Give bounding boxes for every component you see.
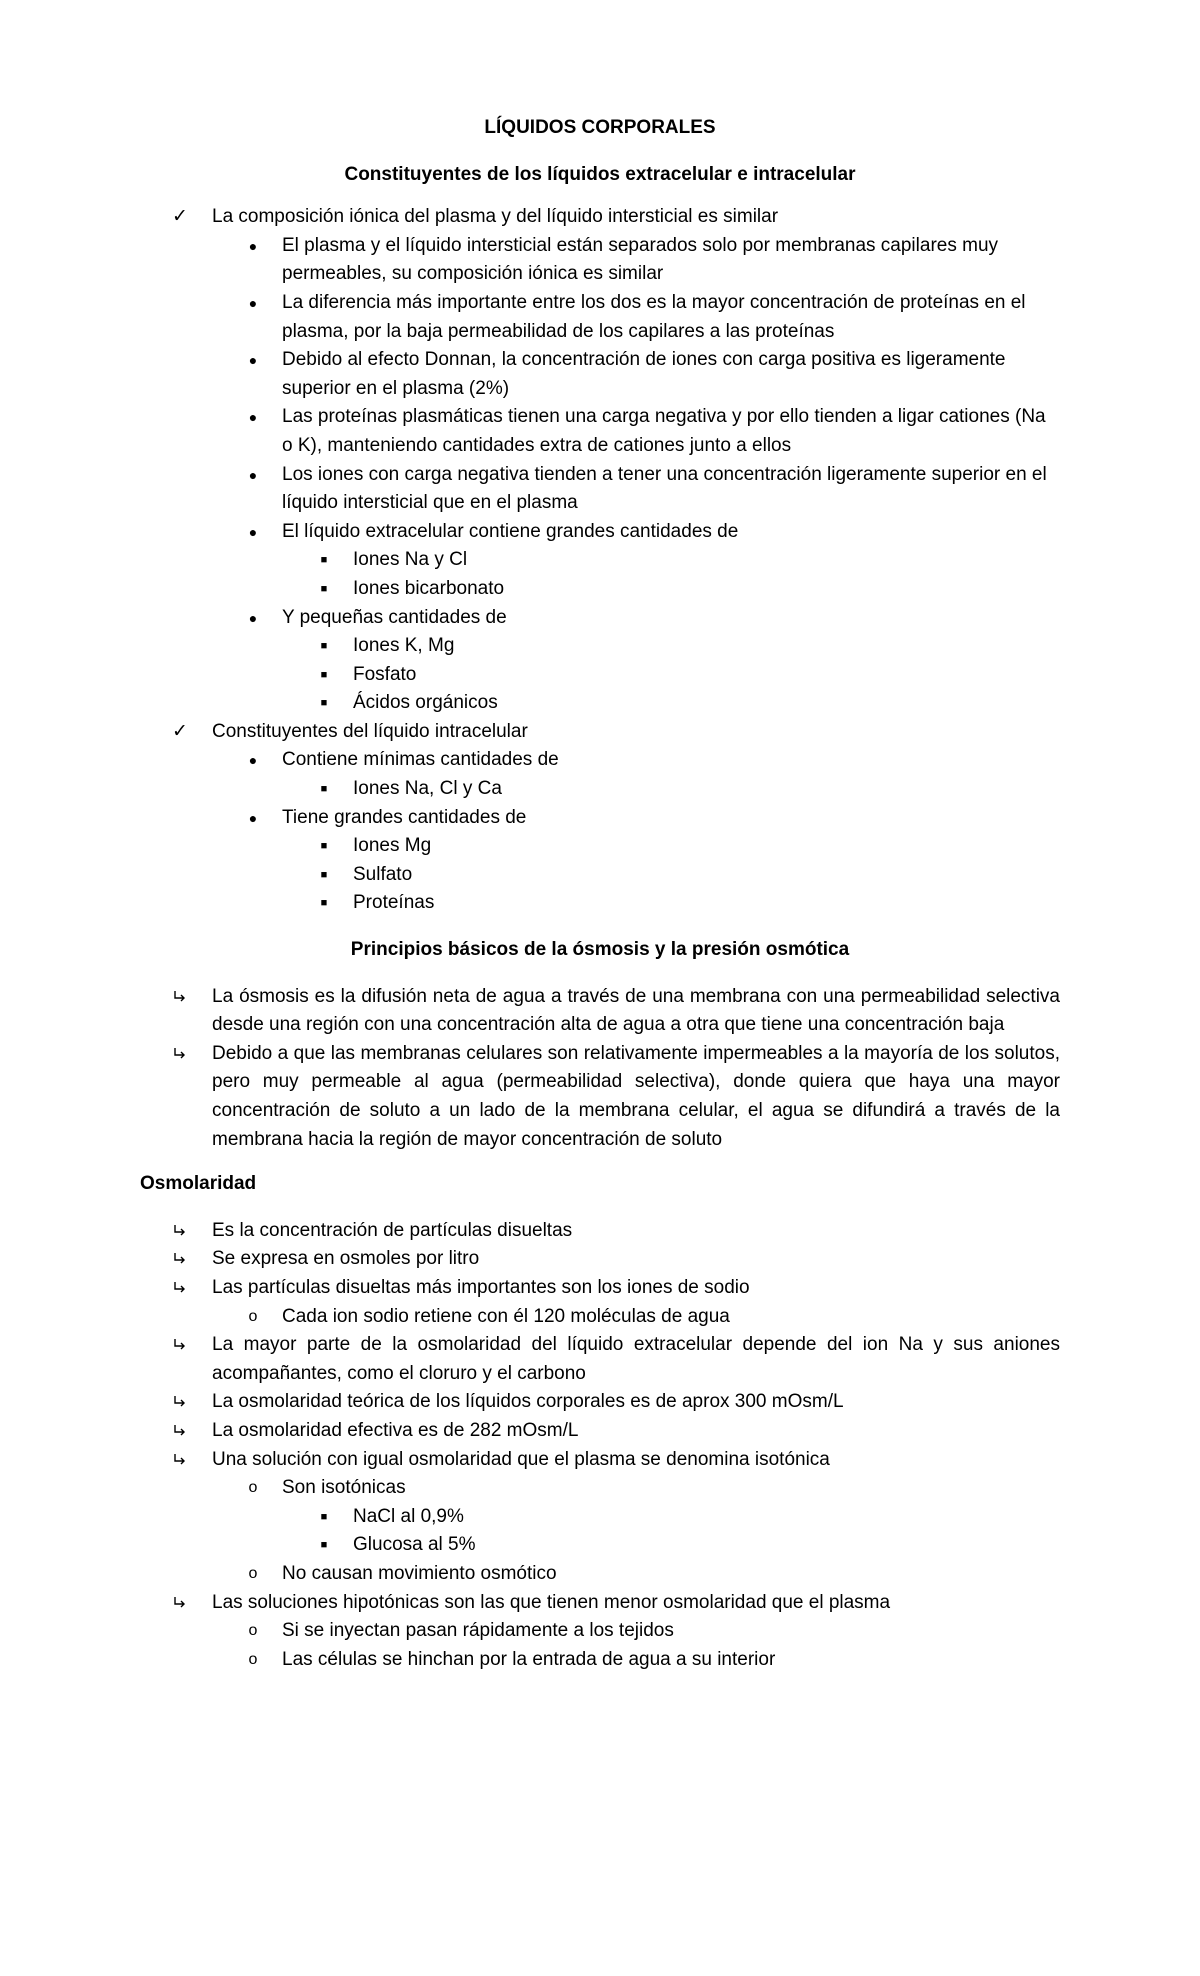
section-heading-constituyentes: Constituyentes de los líquidos extracelular e intracelular [344,163,856,185]
square-item: ■ Iones Na y Cl [140,546,1060,575]
square-item: ■ Glucosa al 5% [140,1531,1060,1560]
arrow-item: Las soluciones hipotónicas son las que tienen menor osmolaridad que el plasma [140,1589,1060,1618]
arrow-item: Una solución con igual osmolaridad que el plasma se denomina isotónica [140,1446,1060,1475]
arrow-item: La ósmosis es la difusión neta de agua a través de una membrana con una permeabilidad selectiva desde una región con una concentración alta de agua a otra que tiene una concentración baja [140,983,1060,1040]
square-bullet-icon: ■ [320,868,328,881]
arrow-item: Se expresa en osmoles por litro [140,1245,1060,1274]
square-bullet-icon: ■ [320,840,328,853]
circle-bullet-icon: o [248,1479,258,1497]
square-bullet-icon: ■ [320,554,328,567]
bullet-item: ● Contiene mínimas cantidades de [140,746,1060,775]
arrow-item: Las partículas disueltas más importantes son los iones de sodio [140,1274,1060,1303]
square-bullet-icon: ■ [320,1510,328,1523]
arrow-item: La osmolaridad teórica de los líquidos corporales es de aprox 300 mOsm/L [140,1388,1060,1417]
square-item: ■ Sulfato [140,861,1060,890]
square-bullet-icon: ■ [320,582,328,595]
bullet-icon: ● [248,352,258,369]
section-heading-osmolaridad: Osmolaridad [140,1173,257,1195]
check-item: ✓ La composición iónica del plasma y del líquido intersticial es similar [140,203,1060,232]
bullet-icon: ● [248,294,258,311]
square-item: ■ Iones bicarbonato [140,575,1060,604]
square-bullet-icon: ■ [320,697,328,710]
arrow-item: Es la concentración de partículas disueltas [140,1217,1060,1246]
bullet-icon: ● [248,466,258,483]
circle-bullet-icon: o [248,1622,258,1640]
square-item: ■ NaCl al 0,9% [140,1503,1060,1532]
circle-item: o Son isotónicas [140,1474,1060,1503]
circle-bullet-icon: o [248,1564,258,1582]
circle-bullet-icon: o [248,1307,258,1325]
bullet-item: ● Y pequeñas cantidades de [140,604,1060,633]
square-item: ■ Iones Mg [140,832,1060,861]
section-heading-osmosis: Principios básicos de la ósmosis y la presión osmótica [350,939,850,961]
square-item: ■ Proteínas [140,889,1060,918]
bullet-item: ● Los iones con carga negativa tienden a tener una concentración ligeramente superior en el líquido intersticial que en el plasma [140,461,1060,518]
circle-item: o Cada ion sodio retiene con él 120 moléculas de agua [140,1303,1060,1332]
bullet-item: ● La diferencia más importante entre los dos es la mayor concentración de proteínas en el plasma, por la baja permeabilidad de los capilares a las proteínas [140,289,1060,346]
arrow-item: La osmolaridad efectiva es de 282 mOsm/L [140,1417,1060,1446]
square-bullet-icon: ■ [320,640,328,653]
bullet-icon: ● [248,237,258,254]
bullet-icon: ● [248,523,258,540]
check-item: ✓ Constituyentes del líquido intracelular [140,718,1060,747]
checkmark-icon: ✓ [172,720,188,742]
square-item: ■ Iones K, Mg [140,632,1060,661]
square-bullet-icon: ■ [320,783,328,796]
square-bullet-icon: ■ [320,1539,328,1552]
document-title: LÍQUIDOS CORPORALES [484,117,716,138]
bullet-item: ● El líquido extracelular contiene grandes cantidades de [140,518,1060,547]
arrow-item: Debido a que las membranas celulares son relativamente impermeables a la mayoría de los solutos, pero muy permeable al agua (permeabilidad selectiva), donde quiera que haya una mayor concentración de soluto a un lado de la membrana celular, el agua se difundirá a través de la membrana hacia la región de mayor concentración de soluto [140,1040,1060,1154]
square-item: ■ Fosfato [140,661,1060,690]
bullet-icon: ● [248,809,258,826]
circle-bullet-icon: o [248,1650,258,1668]
bullet-item: ● Las proteínas plasmáticas tienen una carga negativa y por ello tienden a ligar cationes (Na o K), manteniendo cantidades extra de cationes junto a ellos [140,403,1060,460]
bullet-item: ● Tiene grandes cantidades de [140,804,1060,833]
square-item: ■ Iones Na, Cl y Ca [140,775,1060,804]
bullet-icon: ● [248,752,258,769]
circle-item: o Las células se hinchan por la entrada de agua a su interior [140,1646,1060,1675]
square-item: ■ Ácidos orgánicos [140,689,1060,718]
bullet-item: ● Debido al efecto Donnan, la concentración de iones con carga positiva es ligeramente superior en el plasma (2%) [140,346,1060,403]
checkmark-icon: ✓ [172,206,188,228]
circle-item: o Si se inyectan pasan rápidamente a los tejidos [140,1617,1060,1646]
square-bullet-icon: ■ [320,897,328,910]
bullet-icon: ● [248,609,258,626]
arrow-item: La mayor parte de la osmolaridad del líquido extracelular depende del ion Na y sus aniones acompañantes, como el cloruro y el carbono [140,1331,1060,1388]
square-bullet-icon: ■ [320,668,328,681]
bullet-icon: ● [248,409,258,426]
circle-item: o No causan movimiento osmótico [140,1560,1060,1589]
bullet-item: ● El plasma y el líquido intersticial están separados solo por membranas capilares muy permeables, su composición iónica es similar [140,232,1060,289]
